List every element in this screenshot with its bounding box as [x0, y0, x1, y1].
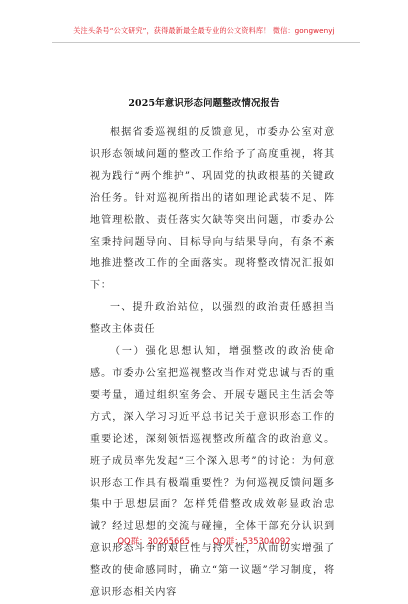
footer-contact [0, 535, 408, 547]
document-title: 2025年意识形态问题整改情况报告 [128, 98, 280, 109]
paragraph-section-1-1: （一）强化思想认知，增强整改的政治使命感。市委办公室把巡视整改当作对党忠诚与否的重要考量，通过组织室务会、开展专题民主生活会等方式，深入学习习近平总书记关于意识形态工作的重要论述，深刻领悟巡视整改所蕴含的政治意义。班子成员率先发起“三个深入思考”的讨论：为何意识形态工作具有极端重要性？为何巡视反馈问题多集中于思想层面？怎样凭借整改成效彰显政治忠诚？经过思想的交流与碰撞，全体干部充分认识到意识形态斗争的艰巨性与持久性，从而切实增强了整改的使命感同时，确立“第一议题”学习制度，将意识形态相关内容 [90, 346, 335, 599]
document-body [90, 122, 335, 604]
footer-qq-group-2: QQ群：535304092 [212, 536, 291, 546]
footer-qq-group-1: QQ群：30265665 [117, 536, 190, 546]
header-banner: 关注头条号“公文研究”，获得最新最全最专业的公文资料库！ 微信：gongwenyj [73, 26, 335, 35]
paragraph-intro: 根据省委巡视组的反馈意见，市委办公室对意识形态领域问题的整改工作给予了高度重视，将其视为践行“两个维护”、巩固党的执政根基的关键政治任务。针对巡视所指出的诸如理论武装不足、阵地管理松散、责任落实欠缺等突出问题，市委办公室秉持问题导向、目标导向与结果导向，有条不紊地推进整改工作的全面落实。现将整改情况汇报如下： [90, 127, 335, 292]
section-heading-1: 一、提升政治站位，以强烈的政治责任感担当整改主体责任 [90, 302, 335, 336]
header-divider [52, 42, 360, 43]
